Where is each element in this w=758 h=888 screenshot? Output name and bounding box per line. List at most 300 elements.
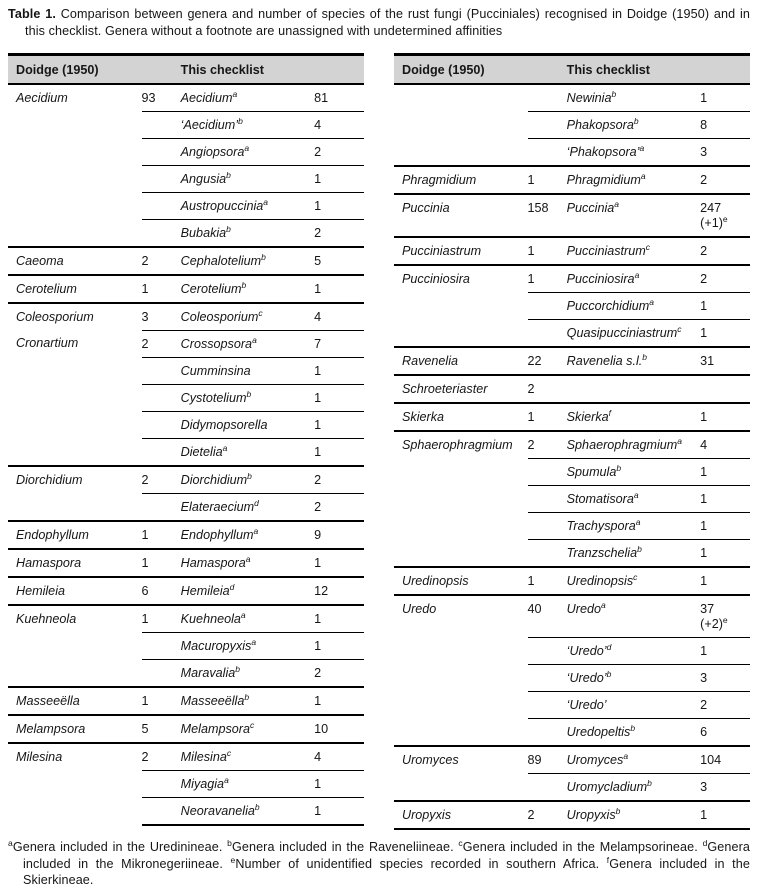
footnote-marker: b bbox=[254, 802, 260, 813]
checklist-genus-cell bbox=[567, 802, 701, 828]
checklist-genus-cell bbox=[181, 85, 315, 111]
genus-name: Elateraecium$^d$ bbox=[180, 498, 259, 515]
footnotes bbox=[8, 839, 750, 888]
footnote-marker: c bbox=[633, 572, 638, 583]
table-row bbox=[394, 800, 750, 828]
checklist-genus-cell bbox=[567, 348, 701, 374]
genus-name: Melampsora bbox=[16, 722, 86, 737]
checklist-genus-cell bbox=[567, 266, 701, 292]
table-row bbox=[394, 691, 750, 718]
doidge-genus-cell bbox=[8, 248, 142, 274]
species-count: 2 bbox=[314, 666, 322, 681]
genus-name: Caeoma bbox=[16, 254, 64, 269]
checklist-genus-cell bbox=[567, 195, 701, 236]
doidge-genus-cell bbox=[394, 512, 528, 539]
genus-name: Sphaerophragmium$^a$ bbox=[566, 436, 682, 453]
checklist-genus-cell bbox=[181, 304, 315, 330]
checklist-count-cell bbox=[700, 568, 750, 594]
table-row bbox=[8, 493, 364, 520]
genus-name: Bubakia$^b$ bbox=[180, 224, 231, 241]
genus-name: Puccinia$^a$ bbox=[566, 199, 619, 216]
genus-name: Kuehneola bbox=[16, 612, 77, 627]
genus-name: Milesina bbox=[16, 750, 63, 765]
genus-name: Aecidium$^a$ bbox=[180, 89, 238, 106]
footnote-marker: a bbox=[240, 610, 246, 621]
checklist-genus-cell bbox=[181, 276, 315, 302]
checklist-count-cell bbox=[314, 659, 364, 686]
table-row bbox=[8, 219, 364, 246]
table-row bbox=[8, 604, 364, 632]
checklist-genus-cell bbox=[567, 404, 701, 430]
footnote-marker: b bbox=[647, 778, 652, 789]
doidge-genus-cell bbox=[394, 111, 528, 138]
doidge-count-cell bbox=[142, 659, 181, 686]
footnote-marker: b bbox=[611, 89, 617, 100]
footnote-marker: d bbox=[606, 642, 612, 653]
checklist-count-cell bbox=[314, 219, 364, 246]
doidge-genus-cell bbox=[394, 238, 528, 264]
doidge-genus-cell bbox=[8, 384, 142, 411]
checklist-count-cell bbox=[314, 384, 364, 411]
doidge-count-cell: 1 bbox=[141, 528, 149, 543]
footnote-marker: c bbox=[249, 720, 255, 731]
checklist-count-cell bbox=[314, 192, 364, 219]
table-header bbox=[394, 56, 750, 85]
doidge-count-cell: 1 bbox=[527, 173, 535, 188]
species-count: 31 bbox=[700, 354, 715, 369]
genus-name: Newinia$^b$ bbox=[566, 89, 617, 106]
table-row bbox=[394, 193, 750, 236]
genus-name: Hamaspora bbox=[16, 556, 82, 571]
checklist-count-cell bbox=[700, 664, 750, 691]
checklist-count-cell bbox=[700, 404, 750, 430]
caption-label: Table 1. bbox=[8, 7, 56, 21]
checklist-count-cell bbox=[700, 802, 750, 828]
species-count: 2 bbox=[700, 173, 708, 188]
table-row bbox=[394, 745, 750, 773]
table-left bbox=[8, 53, 364, 830]
genus-name: Austropuccinia$^a$ bbox=[180, 197, 268, 214]
table-row bbox=[394, 319, 750, 346]
checklist-count-cell bbox=[700, 773, 750, 800]
footnote-marker: a bbox=[253, 526, 259, 537]
species-count: 1 bbox=[700, 492, 708, 507]
doidge-count-cell: 2 bbox=[141, 750, 149, 765]
footnote-marker: b bbox=[615, 806, 621, 817]
checklist-count-cell bbox=[700, 195, 750, 236]
doidge-genus-cell bbox=[394, 292, 528, 319]
doidge-genus-cell bbox=[8, 770, 142, 797]
checklist-genus-cell bbox=[567, 167, 701, 193]
doidge-genus-cell bbox=[394, 138, 528, 165]
table-row bbox=[8, 576, 364, 604]
footnote-marker: b bbox=[226, 224, 231, 235]
genus-name: Quasipucciniastrum$^c$ bbox=[566, 324, 682, 341]
species-count: 8 bbox=[700, 118, 708, 133]
doidge-genus-cell bbox=[394, 596, 528, 637]
doidge-genus-cell bbox=[394, 85, 528, 111]
doidge-count-cell bbox=[528, 718, 567, 745]
checklist-genus-cell bbox=[567, 138, 701, 165]
doidge-genus-cell bbox=[394, 376, 528, 402]
genus-name: Skierka$^f$ bbox=[566, 408, 612, 425]
footnote-marker: b bbox=[247, 471, 252, 482]
genus-name: Angiopsora$^a$ bbox=[180, 143, 250, 160]
genus-name: Uredinopsis$^c$ bbox=[566, 572, 638, 589]
species-count: 1 bbox=[314, 612, 322, 627]
footnote-marker: b bbox=[226, 170, 231, 181]
species-count: 9 bbox=[314, 528, 322, 543]
genus-name: Pucciniosira bbox=[402, 272, 470, 287]
doidge-count-cell: 2 bbox=[527, 438, 535, 453]
footnote-marker: b bbox=[227, 838, 232, 849]
table-row bbox=[8, 742, 364, 770]
checklist-genus-cell bbox=[181, 165, 315, 192]
checklist-count-cell bbox=[314, 467, 364, 493]
doidge-genus-cell bbox=[394, 637, 528, 664]
table-row bbox=[394, 111, 750, 138]
genus-name: ‘Uredo’ bbox=[566, 698, 607, 713]
table-row bbox=[8, 274, 364, 302]
doidge-count-cell: 22 bbox=[527, 354, 542, 369]
footnote-marker: a bbox=[252, 335, 257, 346]
species-count: 2 bbox=[700, 244, 708, 259]
table-caption bbox=[8, 6, 750, 40]
checklist-genus-cell bbox=[567, 458, 701, 485]
species-count: 7 bbox=[314, 337, 322, 352]
checklist-genus-cell bbox=[567, 718, 701, 745]
genus-name: Crossopsora$^a$ bbox=[180, 335, 257, 352]
checklist-genus-cell bbox=[181, 493, 315, 520]
footnote-marker: a bbox=[677, 436, 682, 447]
table-row bbox=[8, 330, 364, 357]
genus-name: Skierka bbox=[402, 410, 444, 425]
species-count: 1 bbox=[700, 465, 708, 480]
doidge-genus-cell bbox=[8, 111, 142, 138]
checklist-genus-cell bbox=[567, 319, 701, 346]
species-count: 1 bbox=[314, 777, 322, 792]
doidge-count-cell bbox=[528, 111, 567, 138]
genus-name: Maravalia$^b$ bbox=[180, 664, 240, 681]
table-row bbox=[394, 458, 750, 485]
genus-name: Masseeëlla bbox=[16, 694, 80, 709]
genus-name: Cephalotelium$^b$ bbox=[180, 252, 266, 269]
table-row bbox=[8, 246, 364, 274]
doidge-count-cell bbox=[142, 493, 181, 520]
table-row bbox=[394, 594, 750, 637]
genus-name: Endophyllum bbox=[16, 528, 89, 543]
footnote-marker: f bbox=[606, 854, 610, 865]
doidge-count-cell: 2 bbox=[142, 330, 181, 357]
tables-container bbox=[8, 53, 750, 830]
doidge-count-cell bbox=[528, 458, 567, 485]
genus-name: Hemileia$^d$ bbox=[180, 582, 235, 599]
checklist-genus-cell bbox=[181, 248, 315, 274]
checklist-genus-cell bbox=[567, 596, 701, 637]
doidge-genus-cell bbox=[394, 195, 528, 236]
checklist-genus-cell bbox=[567, 238, 701, 264]
table-row bbox=[394, 236, 750, 264]
table-row bbox=[394, 718, 750, 745]
species-count: 104 bbox=[700, 753, 722, 768]
footnote-marker: b bbox=[238, 116, 243, 127]
checklist-count-cell bbox=[700, 596, 750, 637]
table-row bbox=[394, 637, 750, 664]
genus-name: Pucciniosira$^a$ bbox=[566, 270, 640, 287]
checklist-count-cell bbox=[314, 493, 364, 520]
table-row bbox=[8, 686, 364, 714]
doidge-count-cell: 2 bbox=[527, 808, 535, 823]
doidge-count-cell bbox=[528, 664, 567, 691]
footnote-marker: a bbox=[623, 751, 629, 762]
checklist-count-cell bbox=[314, 304, 364, 330]
checklist-genus-cell bbox=[181, 330, 315, 357]
genus-name: Didymopsorella bbox=[180, 418, 268, 433]
doidge-count-cell bbox=[142, 219, 181, 246]
checklist-genus-cell bbox=[181, 192, 315, 219]
table-row bbox=[394, 165, 750, 193]
doidge-genus-cell bbox=[394, 718, 528, 745]
doidge-genus-cell bbox=[8, 632, 142, 659]
doidge-genus-cell bbox=[8, 797, 142, 824]
species-count: 1 bbox=[314, 418, 322, 433]
doidge-count-cell bbox=[142, 384, 181, 411]
doidge-genus-cell bbox=[8, 688, 142, 714]
species-count: 1 bbox=[314, 804, 322, 819]
header-checklist: This checklist bbox=[180, 63, 264, 78]
doidge-count-cell bbox=[142, 192, 181, 219]
table-row bbox=[8, 632, 364, 659]
species-count: 3 bbox=[700, 145, 708, 160]
doidge-genus-cell bbox=[8, 467, 142, 493]
footnote: $^a$Genera included in the Uredinineae. bbox=[8, 838, 228, 855]
doidge-genus-cell bbox=[8, 85, 142, 111]
genus-name: Diorchidium$^b$ bbox=[180, 471, 252, 488]
species-count: 1 bbox=[700, 519, 708, 534]
checklist-count-cell bbox=[314, 248, 364, 274]
genus-name: Kuehneola$^a$ bbox=[180, 610, 246, 627]
doidge-genus-cell bbox=[8, 357, 142, 384]
footnote: $^e$Number of unidentified species recorded in southern Africa. bbox=[230, 854, 607, 871]
species-count: 1 bbox=[314, 556, 322, 571]
doidge-count-cell bbox=[142, 411, 181, 438]
checklist-genus-cell bbox=[181, 632, 315, 659]
footnote: $^c$Genera included in the Melampsorineae. bbox=[458, 838, 703, 855]
footnote-marker: b bbox=[241, 280, 247, 291]
doidge-count-cell bbox=[528, 691, 567, 718]
checklist-count-cell bbox=[700, 637, 750, 664]
header-doidge: Doidge (1950) bbox=[16, 63, 99, 78]
doidge-count-cell: 3 bbox=[141, 310, 149, 325]
checklist-genus-cell bbox=[181, 411, 315, 438]
genus-name: Hamaspora$^a$ bbox=[180, 554, 251, 571]
footnote-marker: a bbox=[263, 197, 268, 208]
doidge-count-cell: 2 bbox=[141, 254, 149, 269]
caption-text: Comparison between genera and number of species of the rust fungi (Pucciniales) recognised in Doidge (1950) and in this checklist. Genera without a footnote are unassigned with undetermined affinities bbox=[25, 7, 750, 39]
header-doidge: Doidge (1950) bbox=[402, 63, 485, 78]
checklist-count-cell bbox=[314, 606, 364, 632]
doidge-count-cell: 1 bbox=[141, 282, 149, 297]
species-count: 247 bbox=[700, 201, 722, 216]
footnote-marker: d bbox=[229, 582, 235, 593]
doidge-count-cell: 6 bbox=[141, 584, 149, 599]
genus-name: Tranzschelia$^b$ bbox=[566, 544, 642, 561]
doidge-genus-cell bbox=[8, 304, 142, 330]
species-count: 3 bbox=[700, 671, 708, 686]
unidentified-count: $(+2)^e$ bbox=[700, 615, 728, 632]
footnote-marker: a bbox=[600, 600, 606, 611]
doidge-genus-cell bbox=[8, 276, 142, 302]
checklist-count-cell bbox=[700, 319, 750, 346]
genus-name: Uredo bbox=[402, 602, 437, 617]
checklist-genus-cell bbox=[567, 637, 701, 664]
checklist-count-cell bbox=[314, 411, 364, 438]
table-row bbox=[8, 85, 364, 111]
doidge-genus-cell bbox=[394, 568, 528, 594]
checklist-genus-cell bbox=[181, 550, 315, 576]
table-row bbox=[8, 138, 364, 165]
checklist-genus-cell bbox=[567, 111, 701, 138]
doidge-genus-cell bbox=[394, 404, 528, 430]
footnote-marker: a bbox=[633, 490, 639, 501]
doidge-genus-cell bbox=[8, 192, 142, 219]
table-row bbox=[394, 374, 750, 402]
checklist-count-cell bbox=[314, 688, 364, 714]
species-count: 1 bbox=[700, 326, 708, 341]
checklist-genus-cell bbox=[181, 467, 315, 493]
table-row bbox=[394, 566, 750, 594]
doidge-genus-cell bbox=[8, 606, 142, 632]
checklist-count-cell bbox=[314, 330, 364, 357]
table-row bbox=[8, 770, 364, 797]
species-count: 1 bbox=[700, 299, 708, 314]
genus-name: Uropyxis bbox=[402, 808, 451, 823]
doidge-count-cell: 1 bbox=[141, 612, 149, 627]
doidge-count-cell bbox=[142, 111, 181, 138]
table-row bbox=[8, 548, 364, 576]
doidge-count-cell bbox=[528, 512, 567, 539]
checklist-genus-cell bbox=[567, 376, 701, 402]
species-count: 1 bbox=[700, 546, 708, 561]
checklist-genus-cell bbox=[567, 512, 701, 539]
checklist-genus-cell bbox=[567, 664, 701, 691]
checklist-count-cell bbox=[700, 167, 750, 193]
checklist-genus-cell bbox=[567, 691, 701, 718]
checklist-count-cell bbox=[314, 111, 364, 138]
footnote-marker: c bbox=[645, 242, 650, 253]
doidge-count-cell: 89 bbox=[527, 753, 542, 768]
species-count: 3 bbox=[700, 780, 708, 795]
doidge-count-cell bbox=[528, 773, 567, 800]
footnote-marker: b bbox=[261, 252, 266, 263]
footnote-marker: b bbox=[637, 544, 642, 555]
doidge-genus-cell bbox=[394, 747, 528, 773]
checklist-genus-cell bbox=[181, 744, 315, 770]
genus-name: Neoravanelia$^b$ bbox=[180, 802, 260, 819]
genus-name: Cronartium bbox=[16, 336, 79, 351]
checklist-count-cell bbox=[700, 138, 750, 165]
species-count: 1 bbox=[314, 172, 322, 187]
genus-name: Uredopeltis$^b$ bbox=[566, 723, 636, 740]
footnote-marker: a bbox=[640, 171, 646, 182]
doidge-genus-cell bbox=[394, 348, 528, 374]
genus-name: ‘Uredo’$^b$ bbox=[566, 669, 612, 686]
footnote-marker: b bbox=[616, 463, 622, 474]
footnote-marker: a bbox=[251, 637, 257, 648]
checklist-count-cell bbox=[700, 432, 750, 458]
species-count: 1 bbox=[700, 574, 708, 589]
footnote-marker: a bbox=[222, 443, 228, 454]
doidge-count-cell bbox=[528, 319, 567, 346]
species-count: 4 bbox=[314, 310, 322, 325]
checklist-genus-cell bbox=[181, 384, 315, 411]
species-count: 2 bbox=[314, 500, 322, 515]
doidge-genus-cell bbox=[8, 165, 142, 192]
header-checklist: This checklist bbox=[566, 63, 650, 78]
checklist-genus-cell bbox=[181, 797, 315, 824]
doidge-count-cell bbox=[528, 292, 567, 319]
genus-name: Schroeteriaster bbox=[402, 382, 488, 397]
checklist-count-cell bbox=[314, 357, 364, 384]
genus-name: Uromycladium$^b$ bbox=[566, 778, 652, 795]
checklist-count-cell bbox=[314, 165, 364, 192]
genus-name: Cerotelium bbox=[16, 282, 77, 297]
table-row bbox=[394, 402, 750, 430]
footnote-marker: c bbox=[458, 838, 463, 849]
genus-name: Spumula$^b$ bbox=[566, 463, 622, 480]
species-count: 1 bbox=[314, 199, 322, 214]
doidge-genus-cell bbox=[394, 773, 528, 800]
species-count: 1 bbox=[700, 644, 708, 659]
footnote-marker: c bbox=[677, 324, 682, 335]
species-count: 1 bbox=[314, 639, 322, 654]
doidge-genus-cell bbox=[8, 550, 142, 576]
table-right bbox=[394, 53, 750, 830]
doidge-count-cell: 1 bbox=[141, 556, 149, 571]
footnote-marker: b bbox=[630, 723, 636, 734]
genus-name: Ravenelia s.l.$^b$ bbox=[566, 352, 647, 369]
doidge-count-cell bbox=[528, 485, 567, 512]
checklist-count-cell bbox=[314, 550, 364, 576]
footnote-marker: b bbox=[246, 389, 252, 400]
table-row bbox=[8, 797, 364, 824]
species-count: 1 bbox=[700, 808, 708, 823]
species-count: 2 bbox=[314, 145, 322, 160]
checklist-genus-cell bbox=[567, 568, 701, 594]
genus-name: Pucciniastrum$^c$ bbox=[566, 242, 650, 259]
footnote: $^f$Genera included in the Skierkineae. bbox=[23, 854, 750, 887]
footnote: $^d$Genera included in the Mikronegeriineae. bbox=[23, 838, 750, 871]
species-count: 1 bbox=[314, 694, 322, 709]
genus-name: Uromyces$^a$ bbox=[566, 751, 629, 768]
table-row bbox=[394, 539, 750, 566]
genus-name: Hemileia bbox=[16, 584, 65, 599]
genus-name: Cerotelium$^b$ bbox=[180, 280, 247, 297]
doidge-count-cell bbox=[142, 770, 181, 797]
table-row bbox=[394, 138, 750, 165]
species-count: 2 bbox=[700, 698, 708, 713]
doidge-genus-cell bbox=[8, 411, 142, 438]
checklist-count-cell bbox=[700, 266, 750, 292]
genus-name: Cumminsina bbox=[180, 364, 251, 379]
genus-name: Pucciniastrum bbox=[402, 244, 482, 259]
table-row bbox=[8, 465, 364, 493]
checklist-genus-cell bbox=[567, 539, 701, 566]
genus-name: Macuropyxis$^a$ bbox=[180, 637, 257, 654]
checklist-genus-cell bbox=[181, 578, 315, 604]
checklist-count-cell bbox=[314, 438, 364, 465]
footnote-marker: b bbox=[606, 669, 612, 680]
